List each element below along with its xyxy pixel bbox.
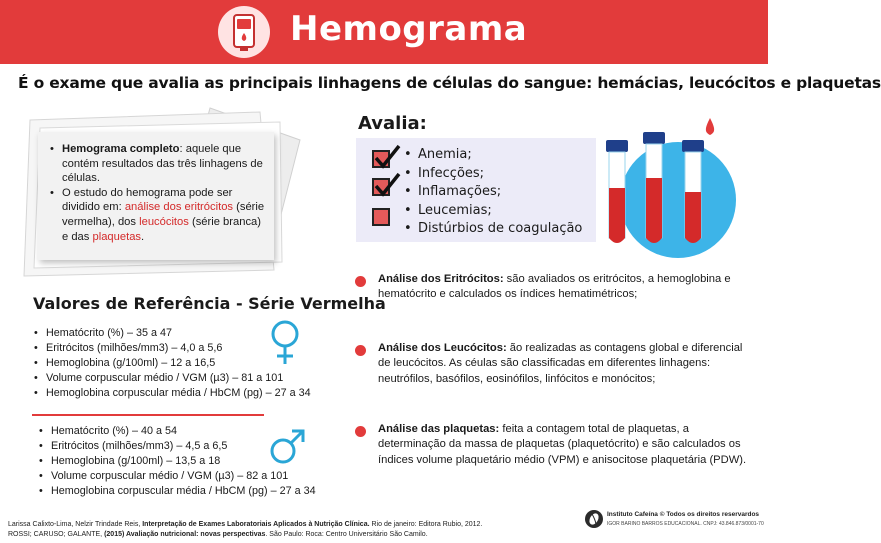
analysis-platelets bbox=[378, 422, 748, 468]
ref-1-authors: Larissa Calixto-Lima, Nelzir Trindade Reis, bbox=[8, 521, 143, 528]
highlight-leukocytes: leucócitos bbox=[139, 215, 189, 228]
intro-item-2-text-1: O estudo do hemograma pode ser dividido em: bbox=[62, 186, 233, 214]
analysis-erythrocytes bbox=[378, 272, 748, 303]
bibliography bbox=[8, 520, 568, 540]
intro-note bbox=[38, 132, 274, 260]
intro-item-2 bbox=[48, 186, 266, 244]
bullet-dot-icon bbox=[355, 345, 366, 356]
analysis-platelets-text: feita a contagem total de plaquetas, a determinação da massa de plaquetas (plaquetócrito) e são calculados os índices volume plaquetário médio (VPM) e anisocitose plaquetária (PDW). bbox=[378, 423, 747, 466]
ref-2-title: (2015) Avaliação nutricional: novas perspectivas bbox=[104, 531, 266, 538]
list-item: • Leucemias; bbox=[404, 202, 582, 221]
female-symbol-icon bbox=[265, 318, 305, 368]
bibliography-line-2 bbox=[8, 530, 568, 540]
male-symbol-icon bbox=[268, 426, 308, 466]
analysis-platelets-title: Análise das plaquetas: bbox=[378, 423, 500, 435]
intro-item-2-text-2: (série vermelha), dos bbox=[62, 201, 265, 228]
brand-copyright: Instituto Cafeína © Todos os direitos reservardos bbox=[607, 511, 760, 518]
intro-item-2-text-4: . bbox=[141, 230, 145, 243]
brand-cnpj: IGOR BARINO BARROS EDUCACIONAL. CNPJ: 43.846.873/0001-70 bbox=[607, 521, 764, 527]
intro-item-2-text-3: (série branca) e das bbox=[62, 215, 261, 243]
list-item: • Hemoglobina (g/100ml) – 13,5 a 18 bbox=[37, 454, 333, 469]
list-item: • Hemoglobina (g/100ml) – 12 a 16,5 bbox=[32, 356, 328, 371]
checked-checkbox-icon bbox=[372, 150, 390, 168]
reference-title: Valores de Referência - Série Vermelha bbox=[33, 294, 386, 313]
list-item: • Infecções; bbox=[404, 165, 582, 184]
analysis-leukocytes bbox=[378, 341, 748, 387]
list-item: • Hematócrito (%) – 35 a 47 bbox=[32, 326, 328, 341]
intro-item-1 bbox=[48, 142, 266, 186]
analysis-erythrocytes-title: Análise dos Eritrócitos: bbox=[378, 273, 504, 285]
list-item: • Volume corpuscular médio / VGM (µ3) – 82 a 101 bbox=[37, 469, 333, 484]
list-item: • Volume corpuscular médio / VGM (µ3) – 81 a 101 bbox=[32, 371, 328, 386]
subtitle: É o exame que avalia as principais linhagens de células do sangue: hemácias, leucócitos e plaquetas bbox=[18, 74, 881, 92]
checkbox-icon bbox=[372, 208, 390, 226]
list-item: • Eritrócitos (milhões/mm3) – 4,5 a 6,5 bbox=[37, 439, 333, 454]
test-tubes-illustration bbox=[598, 118, 758, 258]
ref-2-authors: ROSSI; CARUSO; GALANTE, bbox=[8, 531, 105, 538]
bibliography-line-1 bbox=[8, 520, 568, 530]
avalia-title: Avalia: bbox=[358, 113, 427, 134]
ref-1-publisher: Rio de janeiro: Editora Rubio, 2012. bbox=[369, 521, 483, 528]
page-title: Hemograma bbox=[290, 9, 528, 49]
ref-2-publisher: . São Paulo: Roca: Centro Universitário São Camilo. bbox=[265, 531, 428, 538]
bullet-dot-icon bbox=[355, 276, 366, 287]
list-item: • Hemoglobina corpuscular média / HbCM (pg) – 27 a 34 bbox=[37, 484, 333, 499]
header-banner bbox=[0, 0, 768, 64]
list-item: • Hematócrito (%) – 40 a 54 bbox=[37, 424, 333, 439]
analysis-leukocytes-text: ão realizadas as contagens global e diferencial de leucócitos. As céulas são classificadas em diferentes linhagens: neutrófilos, basófilos, eosinófilos, linfócitos e monócitos; bbox=[378, 342, 743, 385]
analysis-leukocytes-title: Análise dos Leucócitos: bbox=[378, 342, 507, 354]
list-item: • Inflamações; bbox=[404, 183, 582, 202]
section-divider bbox=[32, 414, 264, 416]
brand-footer bbox=[585, 508, 765, 538]
highlight-erythrocytes: análise dos eritrócitos bbox=[124, 201, 234, 214]
checked-checkbox-icon bbox=[372, 178, 390, 196]
highlight-platelets: plaquetas bbox=[92, 230, 142, 243]
ref-1-title: Interpretação de Exames Laboratoriais Aplicados à Nutrição Clínica. bbox=[142, 521, 370, 528]
instituto-cafeina-logo bbox=[585, 510, 603, 528]
list-item: • Distúrbios de coagulação bbox=[404, 220, 582, 239]
analysis-erythrocytes-text: são avaliados os eritrócitos, a hemoglobina e hematócrito e calculados os índices hematimétricos; bbox=[378, 273, 731, 301]
intro-item-1-text: : aquele que contém resultados das três linhagens de células. bbox=[62, 143, 263, 185]
bullet-dot-icon bbox=[355, 426, 366, 437]
list-item: • Eritrócitos (milhões/mm3) – 4,0 a 5,6 bbox=[32, 341, 328, 356]
blood-test-device-icon bbox=[218, 6, 270, 58]
intro-item-1-bold: Hemograma completo bbox=[62, 143, 180, 155]
list-item: • Hemoglobina corpuscular média / HbCM (pg) – 27 a 34 bbox=[32, 386, 328, 401]
list-item: • Anemia; bbox=[404, 146, 582, 165]
avalia-list bbox=[404, 146, 582, 239]
